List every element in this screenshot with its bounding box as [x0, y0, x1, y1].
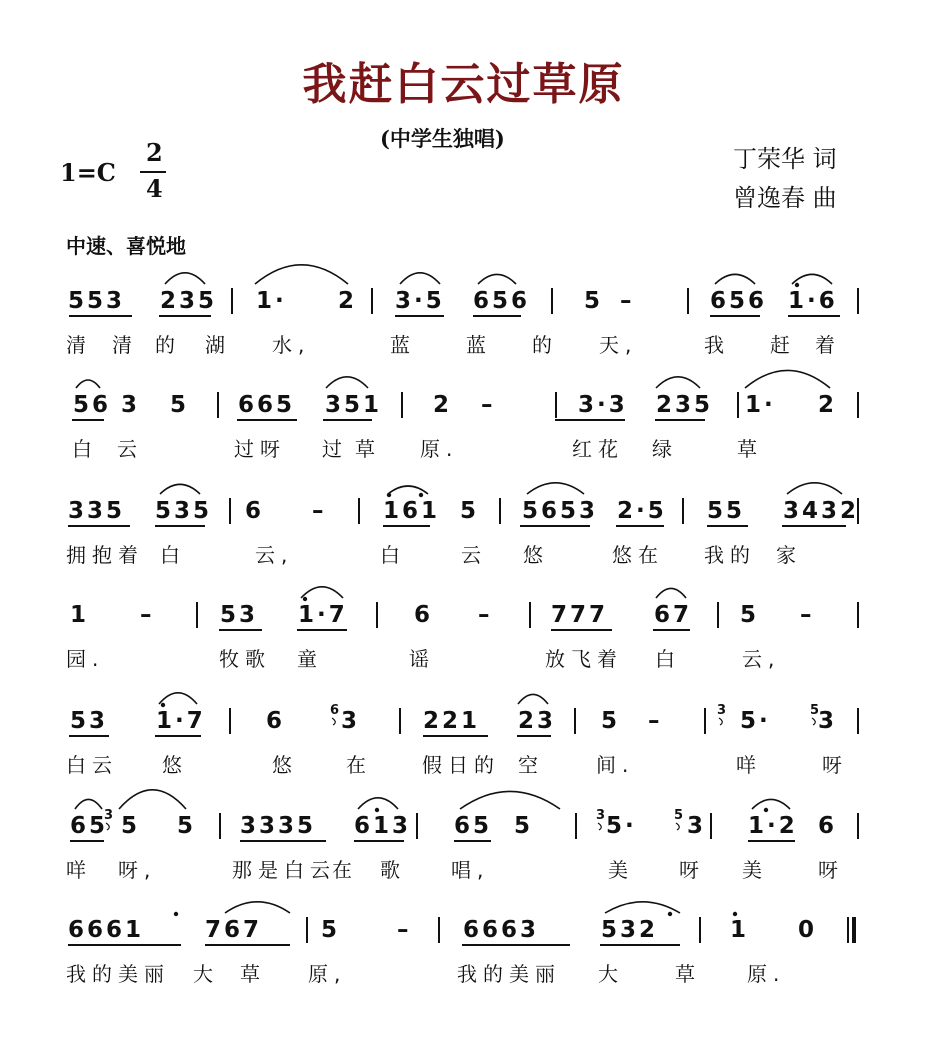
lyric: 原, — [308, 962, 347, 986]
lyric: 我 — [704, 333, 724, 357]
lyric: 白 — [655, 647, 675, 671]
tie-slur — [527, 483, 584, 494]
tie-slur — [605, 902, 680, 913]
note-group: 1 — [70, 602, 87, 628]
note-group: 1·2 — [748, 813, 798, 839]
tie-slur — [745, 370, 830, 388]
note-group: 2 — [433, 392, 450, 418]
note-group: – — [648, 708, 660, 734]
note-group: – — [397, 917, 409, 943]
octave-dot — [764, 808, 768, 812]
octave-dot — [668, 912, 672, 916]
note-group: 56 — [73, 392, 112, 418]
note-group: 535 — [155, 498, 213, 524]
note-group: – — [481, 392, 493, 418]
note-group: 6661 — [68, 917, 145, 943]
lyric: 草 — [355, 437, 375, 461]
lyric: 悠 — [523, 543, 543, 567]
note-group: 5 — [170, 392, 187, 418]
tie-slur — [159, 693, 197, 704]
tie-slur — [75, 799, 102, 809]
note-group: 351 — [325, 392, 383, 418]
note-group: 5 — [601, 708, 618, 734]
lyric: 白 — [72, 437, 92, 461]
lyric: 悠在 — [612, 543, 664, 567]
time-signature-denominator: 4 — [146, 174, 163, 203]
tie-slur — [326, 377, 368, 388]
note-group: 656 — [473, 288, 531, 314]
grace-note: 5 — [674, 808, 684, 823]
octave-dot — [419, 493, 423, 497]
lyric: 空 — [518, 753, 538, 777]
lyric: 原. — [420, 437, 459, 461]
grace-slur — [812, 718, 815, 725]
tie-slur — [478, 274, 516, 284]
lyric: 蓝 — [390, 333, 410, 357]
note-group: 5 — [584, 288, 601, 314]
grace-slur — [598, 823, 601, 830]
lyric: 拥抱着 — [66, 543, 144, 567]
note-group: 5653 — [522, 498, 599, 524]
note-group: 2·5 — [617, 498, 667, 524]
lyric: 悠 — [162, 753, 182, 777]
lyric: 在 — [346, 753, 366, 777]
lyric: 红花 — [572, 437, 624, 461]
music-system — [66, 790, 858, 882]
tie-slur — [656, 588, 686, 598]
lyric: 云 — [117, 437, 137, 461]
lyric: 园. — [66, 647, 105, 671]
note-group: 656 — [710, 288, 768, 314]
note-group: 5 — [740, 602, 757, 628]
grace-note: 3 — [104, 808, 114, 823]
note-group: 613 — [354, 813, 412, 839]
lyric: 草 — [240, 962, 260, 986]
note-group: 1·7 — [156, 708, 206, 734]
note-group: 3 — [818, 708, 835, 734]
lyric: 咩 — [736, 753, 756, 777]
note-group: 6 — [818, 813, 835, 839]
lyricist-credit: 丁荣华 词 — [733, 145, 837, 173]
note-group: 23 — [518, 708, 557, 734]
lyric: 放飞着 — [545, 647, 623, 671]
note-group: 1·7 — [298, 602, 348, 628]
note-group: 6 — [245, 498, 262, 524]
time-signature-numerator: 2 — [146, 138, 163, 167]
lyric: 在 — [332, 858, 352, 882]
grace-note: 6 — [330, 703, 340, 718]
note-group: 65 — [454, 813, 493, 839]
note-group: – — [312, 498, 324, 524]
octave-dot — [161, 703, 165, 707]
grace-note: 3 — [596, 808, 606, 823]
lyric: 清 — [66, 333, 86, 357]
note-group: 5· — [606, 813, 637, 839]
tie-slur — [76, 380, 100, 388]
octave-dot — [387, 493, 391, 497]
lyric: 呀, — [118, 858, 157, 882]
note-group: 5 — [177, 813, 194, 839]
note-group: 53 — [70, 708, 109, 734]
octave-dot — [733, 912, 737, 916]
lyric: 呀 — [818, 858, 838, 882]
note-group: 767 — [205, 917, 263, 943]
lyric: 清 — [112, 333, 132, 357]
lyric: 赶 — [770, 333, 790, 357]
note-group: 3 — [687, 813, 704, 839]
octave-dot — [174, 912, 178, 916]
note-group: – — [478, 602, 490, 628]
note-group: 67 — [654, 602, 693, 628]
grace-slur — [719, 718, 722, 725]
lyric: 美 — [742, 858, 762, 882]
lyric: 湖 — [205, 333, 225, 357]
tie-slur — [460, 791, 560, 809]
note-group: 235 — [160, 288, 218, 314]
lyric: 歌 — [380, 858, 400, 882]
music-system — [66, 902, 854, 986]
lyric: 童 — [297, 647, 317, 671]
note-group: 65 — [70, 813, 109, 839]
note-group: 221 — [423, 708, 481, 734]
grace-slur — [676, 823, 679, 830]
lyric: 假日的 — [422, 753, 500, 777]
music-system — [66, 265, 858, 357]
note-group: 335 — [68, 498, 126, 524]
note-group: 0 — [798, 917, 815, 943]
tie-slur — [160, 484, 200, 494]
lyric: 唱, — [451, 858, 490, 882]
tie-slur — [656, 377, 700, 388]
note-group: 5 — [321, 917, 338, 943]
lyric: 白 — [160, 543, 180, 567]
note-group: 553 — [68, 288, 126, 314]
note-group: 5 — [121, 813, 138, 839]
lyric: 呀 — [679, 858, 699, 882]
note-group: – — [620, 288, 632, 314]
lyric: 原. — [747, 962, 786, 986]
tie-slur — [388, 486, 428, 494]
lyric: 大 — [193, 962, 213, 986]
note-group: 2 — [338, 288, 355, 314]
lyric: 我的 — [704, 543, 756, 567]
lyric: 着 — [815, 333, 835, 357]
music-system — [66, 483, 859, 567]
tie-slur — [301, 587, 343, 598]
lyric: 云 — [461, 543, 481, 567]
note-group: 6663 — [463, 917, 540, 943]
note-group: – — [800, 602, 812, 628]
tie-slur — [792, 274, 832, 284]
grace-note: 3 — [717, 703, 727, 718]
tie-slur — [358, 798, 398, 809]
lyric: 白云 — [66, 753, 118, 777]
note-group: 53 — [220, 602, 259, 628]
note-group: 3·5 — [395, 288, 445, 314]
note-group: 3 — [341, 708, 358, 734]
tie-slur — [400, 273, 440, 284]
song-title: 我赶白云过草原 — [302, 59, 625, 110]
lyric: 的 — [155, 333, 175, 357]
note-group: 3·3 — [578, 392, 628, 418]
lyric: 悠 — [272, 753, 292, 777]
music-system — [66, 693, 858, 777]
tie-slur — [119, 790, 186, 809]
lyric: 间. — [596, 753, 635, 777]
note-group: 1· — [745, 392, 776, 418]
grace-slur — [332, 718, 335, 725]
lyric: 美 — [608, 858, 628, 882]
lyric: 草 — [675, 962, 695, 986]
note-group: 5 — [460, 498, 477, 524]
note-group: 6 — [266, 708, 283, 734]
key-signature: 1=C — [60, 158, 116, 187]
tempo-marking: 中速、喜悦地 — [66, 234, 186, 258]
lyric: 草 — [737, 437, 757, 461]
octave-dot — [303, 597, 307, 601]
tie-slur — [752, 799, 790, 809]
note-group: 665 — [238, 392, 296, 418]
music-system — [66, 587, 858, 671]
note-group: 1· — [256, 288, 287, 314]
tie-slur — [715, 274, 755, 284]
lyric: 过 — [322, 437, 342, 461]
lyric: 牧歌 — [219, 647, 271, 671]
lyric: 云, — [255, 543, 294, 567]
note-group: 235 — [656, 392, 714, 418]
note-group: 1·6 — [788, 288, 838, 314]
lyric: 那是白云 — [232, 858, 336, 882]
lyric: 的 — [532, 333, 552, 357]
lyric: 白 — [380, 543, 400, 567]
note-group: 161 — [383, 498, 441, 524]
tie-slur — [787, 483, 842, 494]
note-group: 1 — [730, 917, 747, 943]
note-group: – — [140, 602, 152, 628]
lyric: 天, — [599, 333, 638, 357]
lyric: 我的美丽 — [457, 962, 561, 986]
lyric: 过呀 — [234, 437, 286, 461]
lyric: 大 — [598, 962, 618, 986]
grace-note: 5 — [810, 703, 820, 718]
note-group: 5· — [740, 708, 771, 734]
song-subtitle: (中学生独唱) — [380, 126, 505, 151]
note-group: 3432 — [783, 498, 860, 524]
lyric: 谣 — [409, 647, 429, 671]
music-system — [72, 370, 858, 461]
octave-dot — [795, 283, 799, 287]
lyric: 家 — [776, 543, 796, 567]
tie-slur — [165, 273, 205, 284]
lyric: 呀 — [822, 753, 842, 777]
composer-credit: 曾逸春 曲 — [733, 184, 837, 212]
lyric: 蓝 — [466, 333, 486, 357]
octave-dot — [375, 808, 379, 812]
tie-slur — [518, 694, 548, 704]
tie-slur — [255, 265, 348, 284]
note-group: 6 — [414, 602, 431, 628]
lyric: 咩 — [66, 858, 86, 882]
note-group: 2 — [818, 392, 835, 418]
note-group: 3 — [121, 392, 138, 418]
note-group: 532 — [601, 917, 659, 943]
lyric: 云, — [742, 647, 781, 671]
note-group: 55 — [707, 498, 746, 524]
note-group: 777 — [551, 602, 609, 628]
note-group: 3335 — [240, 813, 317, 839]
tie-slur — [225, 902, 290, 913]
lyric: 我的美丽 — [66, 962, 170, 986]
lyric: 水, — [272, 333, 311, 357]
lyric: 绿 — [652, 437, 672, 461]
note-group: 5 — [514, 813, 531, 839]
